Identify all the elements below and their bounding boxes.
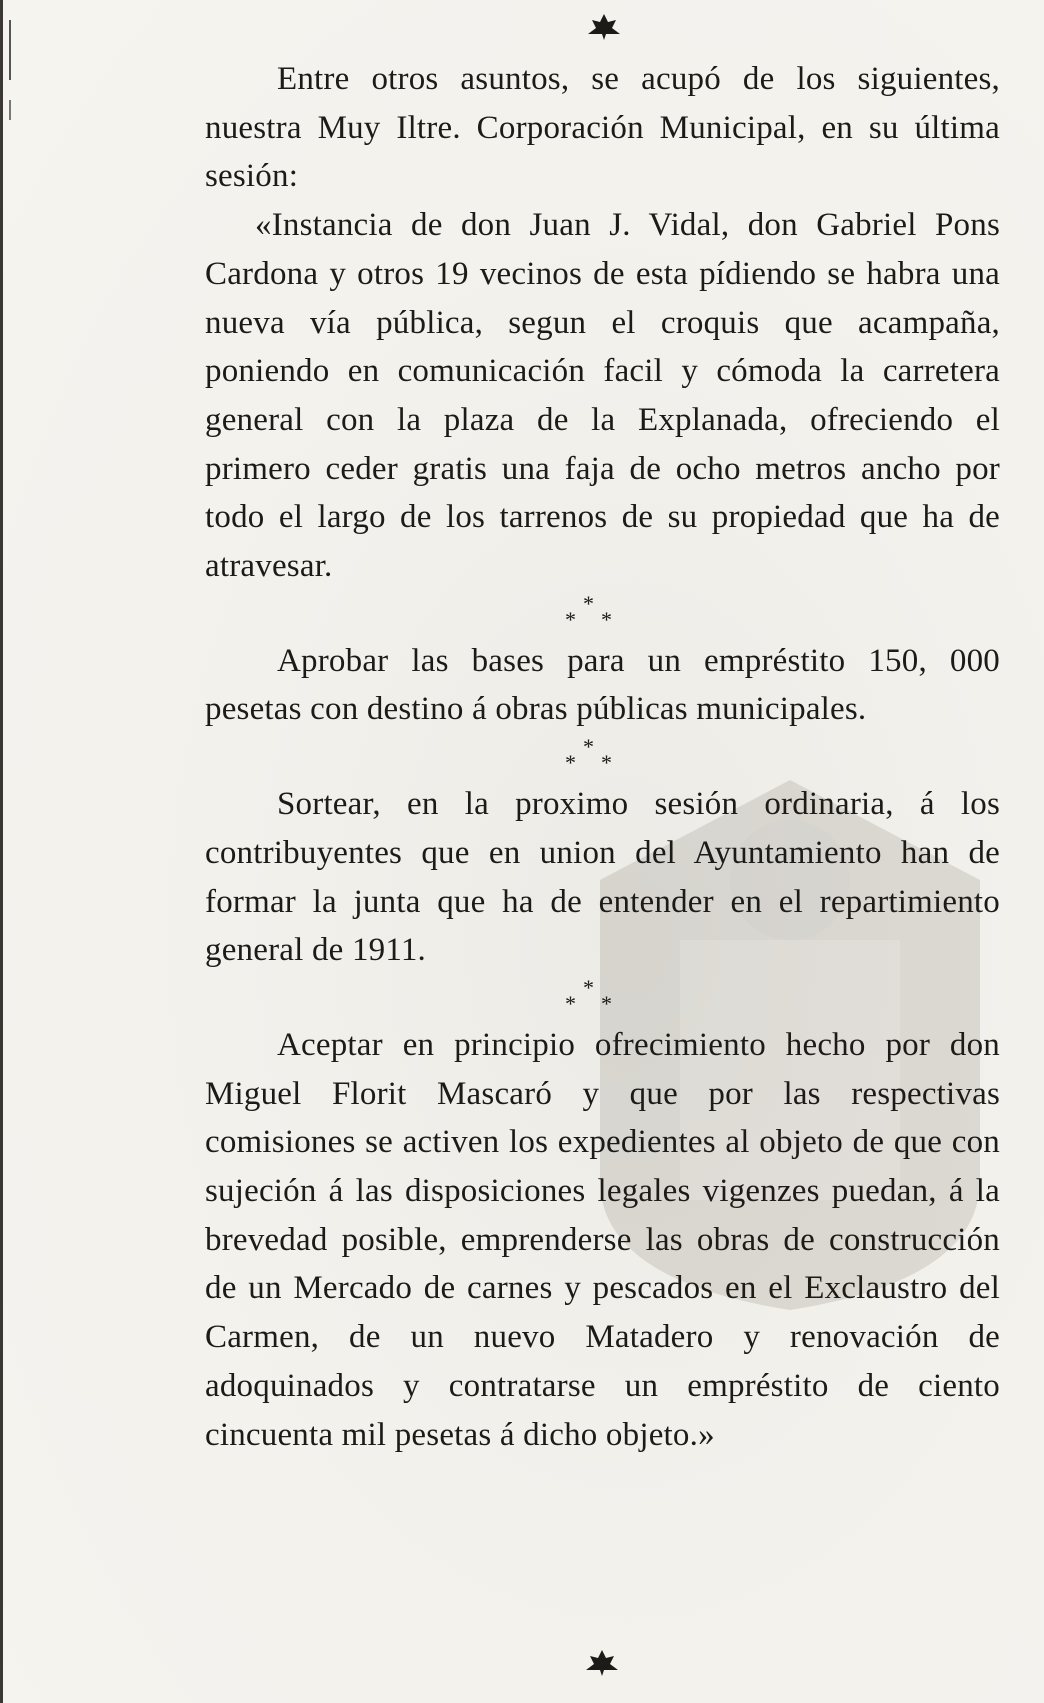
asterism-star: * [565,990,577,1016]
page-edge-shadow [0,0,18,1703]
asterism-separator [205,734,1000,780]
asterism-star: * [601,606,613,632]
asterism-star: * [583,590,595,616]
asterism-separator [205,591,1000,637]
fleuron-ornament-icon [584,1648,620,1678]
asterism-star: * [565,750,577,776]
document-body [205,55,1000,1459]
paragraph-instancia: «Instancia de don Juan J. Vidal, don Gabriel Pons Cardona y otros 19 vecinos de esta pídiendo se habra una nueva vía pública, segun el croquis que acampaña, poniendo en comunicación facil y cómoda la carretera general con la plaza de la Explanada, ofreciendo el primero ceder gratis una faja de ocho metros ancho por todo el largo de los tarrenos de su propiedad que ha de atravesar. [205,207,1000,585]
asterism-star: * [601,750,613,776]
asterism-star: * [583,974,595,1000]
asterism-separator [205,975,1000,1021]
paragraph-aceptar: Aceptar en principio ofrecimiento hecho por don Miguel Florit Mascaró y que por las respectivas comisiones se activen los expedientes al objeto de que con sujeción á las disposiciones legales vigenzes puedan, á la brevedad posible, emprenderse las obras de construcción de un Mercado de carnes y pescados en el Exclaustro del Carmen, de un nuevo Matadero y renovación de adoquinados y contratarse un empréstito de ciento cincuenta mil pesetas á dicho objeto.» [205,1026,1000,1453]
fleuron-ornament-icon [586,12,622,42]
paragraph-emprestito: Aprobar las bases para un empréstito 150, 000 pesetas con destino á obras públicas municipales. [205,642,1000,728]
asterism-star: * [601,990,613,1016]
paragraph-intro: Entre otros asuntos, se acupó de los siguientes, nuestra Muy Iltre. Corporación Municipal, en su última sesión: [205,61,1000,195]
asterism-star: * [565,606,577,632]
asterism-star: * [583,734,595,760]
paragraph-sortear: Sortear, en la proximo sesión ordinaria, á los contribuyentes que en union del Ayuntamiento han de formar la junta que ha de entender en el repartimiento general de 1911. [205,786,1000,969]
